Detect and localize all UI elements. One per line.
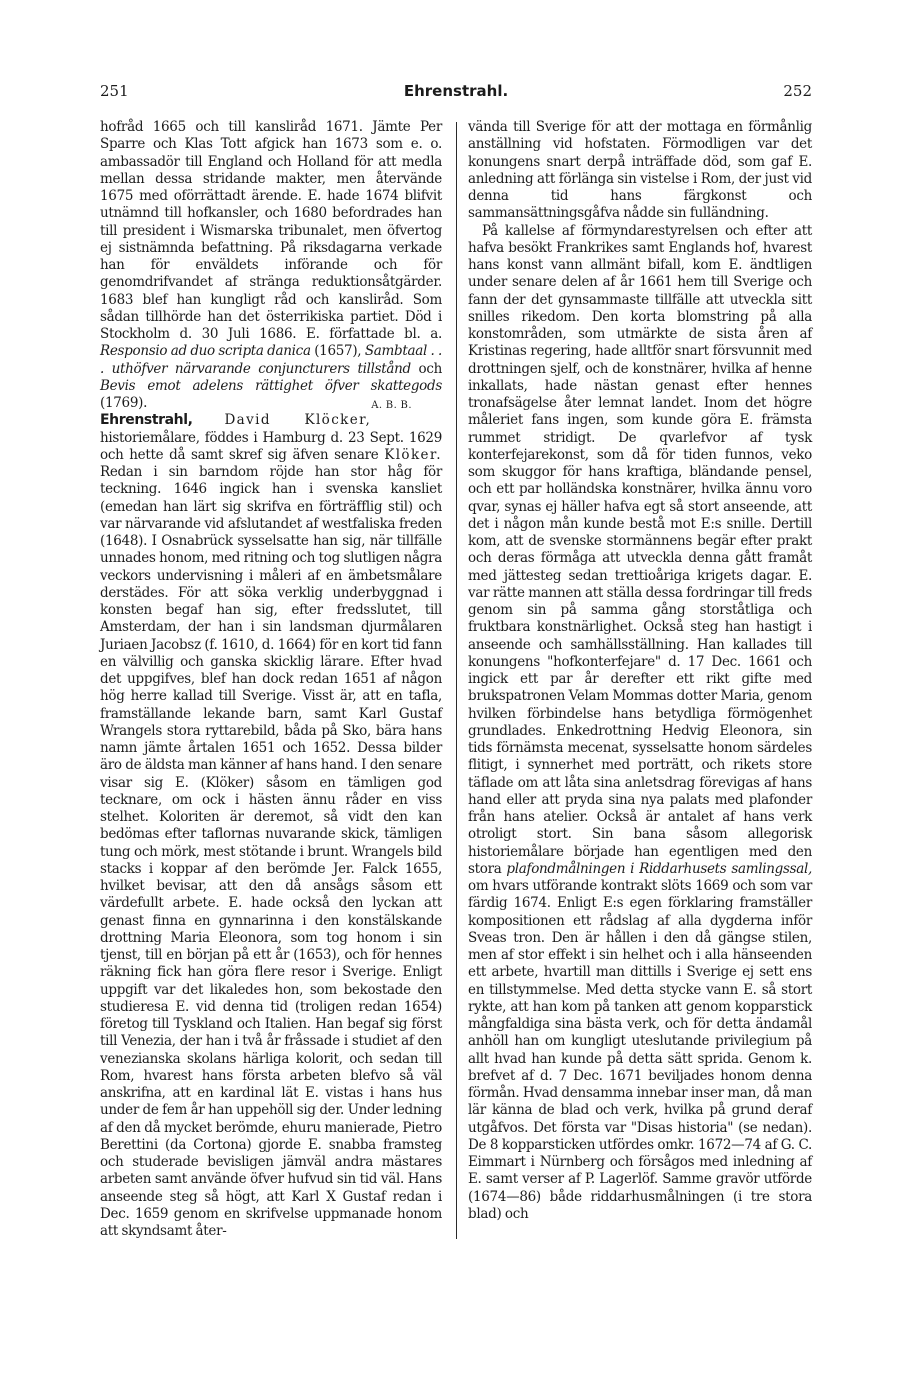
paragraph-text: och <box>410 360 442 377</box>
author-signature: A. B. B. <box>371 400 412 411</box>
article-headword: Ehrenstrahl, <box>100 412 193 429</box>
paragraph-text: Redan i sin barndom röjde han stor håg för teckning. 1646 ingick han i svenska kansliet (emedan han lärt sig skrifva en förträfflig stil) och var närvarande vid afslutandet af westfaliska freden (1648). I Osnabrück sysselsatte han sig, när tillfälle unnades honom, med ritning och tog slutligen några veckors undervisning i måleri af en ämbetsmålare derstädes. För att söka verklig underbyggnad i konsten begaf han sig, efter fredsslutet, till Amsterdam, der han i sin landsman djurmålaren Juriaen Jacobsz (f. 1610, d. 1664) för en kort tid fann en välvillig och ganska skicklig lärare. Efter hvad det uppgifves, blef han dock redan 1651 af någon hög herre kallad till Sverige. Visst är, att en tafla, framställande lekande barn, samt Karl Gustaf Wrangels stora ryttarebild, båda på Sko, bära hans namn jämte årtalen 1651 och 1652. Dessa bilder äro de äldsta man känner af hans hand. I den senare visar sig E. (Klöker) såsom en tämligen god tecknare, om ock i hästen ännu råder en viss stelhet. Koloriten är deremot, så vidt den kan bedömas efter taflornas nuvarande skick, tämligen tung och mörk, mest stötande i brunt. Wrangels bild stacks i koppar af den berömde Jer. Falck 1655, hvilket bevisar, att den då ansågs såsom ett värdefullt arbete. E. hade också den lyckan att genast finna en gynnarinna i den konstälskande drottning Maria Eleonora, som tog honom i sin tjenst, till en början på ett år (1653), och för hennes räkning fick han göra flere resor i Sverige. Enligt uppgift var det likaledes hon, som bekostade den studieresa E. vid denna tid (troligen redan 1654) företog till Tyskland och Italien. Han begaf sig först till Venezia, der han i två år fråssade i studiet af den venezianska skolans härliga kolorit, och sedan till Rom, hvarest hans första arbeten blefvo så väl anskrifna, att en kardinal lät E. vistas i hans hus under de fem år han uppehöll sig der. Under ledning af den då mycket berömde, ehuru manierade, Pietro Berettini (da Cortona) gjorde E. snabba framsteg och studerade bevisligen jämväl andra mästares arbeten samt använde öfver hufvud sin tid väl. Hans anseende steg så högt, att Karl X Gustaf redan i Dec. 1659 genom en skrifvelse uppmanade honom att skyndsamt åter- <box>100 464 442 1239</box>
article-end-paragraph <box>100 119 442 412</box>
paragraph: vända till Sverige för att der mottaga en förmånlig anställning vid hofstaten. Förmodligen var det konungens snart derpå inträffade död, som gaf E. anledning att förlänga sin vistelse i Rom, der just vid denna tid hans färgkonst och sammansättningsgåfva nådde sin fulländning. <box>468 119 812 222</box>
paragraph-text: (1657), <box>310 343 365 360</box>
person-name: David Klöcker, <box>224 412 372 429</box>
work-title: Bevis emot adelens rättighet öfver skattegods <box>100 377 442 394</box>
work-title: Sambtaal . . . uthöfver närvarande conjuncturers tillstånd <box>100 343 442 377</box>
right-column <box>468 119 812 1223</box>
paragraph-text: (1769). <box>100 395 148 411</box>
paragraph-text: historiemålare, föddes i Hamburg d. 23 Sept. 1629 och hette då samt skref sig äfven senare <box>100 429 442 463</box>
running-title: Ehrenstrahl. <box>403 82 509 100</box>
paragraph-text: om hvars utförande kontrakt slöts 1669 och som var färdig 1674. Enligt E:s egen förklaring framställer kompositionen ett rådslag af alla dygderna inför Sveas tron. Den är hållen i den då gängse stilen, men af stor effekt i sin helhet och i alla hänseenden ett arbete, hvartill man dittills i Sverige ej sett ens en tillstymmelse. Med detta stycke vann E. så stort rykte, att han kom på tanken att genom kopparstick mångfaldiga sina bästa verk, och för detta ändamål anhöll han om kungligt uteslutande privilegium på allt hvad han kunde på detta sätt sprida. Genom k. brefvet af d. 7 Dec. 1671 beviljades honom denna förmån. Hvad densamma innebar inser man, då man lär känna de blad och verk, hvilka på grund deraf utgåfvos. Det första var "Disas historia" (se nedan). De 8 kopparsticken utfördes omkr. 1672—74 af G. C. Eimmart i Nürnberg och försågos med inledning af E. samt verser af P. Lagerlöf. Samme gravör utförde (1674—86) både riddarhusmålningen (i tre stora blad) och <box>468 878 812 1222</box>
person-name-variant: Klöker. <box>384 446 442 463</box>
paragraph-text: hofråd 1665 och till kansliråd 1671. Jämte Per Sparre och Klas Tott afgick han 1673 som e. o. ambassadör till England och Holland för att medla mellan dessa stridande makter, men återvände 1675 med oförrättadt ärende. E. hade 1674 blifvit utnämnd till hofkansler, och 1680 befordrades han till president i Wismarska tribunalet, men öfvertog ej sistnämnda befattning. På riksdagarna verkade han för enväldets införande och för genomdrifvandet af stränga reduktionsåtgärder. 1683 blef han kungligt råd och kansliråd. Som sådan tillhörde han det österrikiska partiet. Död i Stockholm d. 30 Juli 1686. E. författade bl. a. <box>100 119 442 342</box>
left-column <box>100 119 442 1240</box>
column-divider <box>456 122 457 1239</box>
paragraph-text: På kallelse af förmyndarestyrelsen och efter att hafva besökt Frankrikes samt Englands hof, hvarest hans konst vann allmänt bifall, kom E. ändtligen under senare delen af år 1661 hem till Sverige och fann der det gynsammaste tillfälle att utveckla sitt snilles rikedom. Den korta blomstring på alla konstområden, som utmärkte de sista åren af Kristinas regering, hade alltför snart försvunnit med drottningen sjelf, och de konstnärer, hvilka af henne inkallats, hade nästan genast efter hennes tronafsägelse åter lemnat landet. Inom det högre måleriet fans ingen, som kunde göra E. främsta rummet stridigt. De qvarlefvor af tysk konterfejarekonst, som då för tiden funnos, veko som skuggor för hans kraftiga, bländande pensel, och ett par holländska konstnärer, hvilka ännu voro qvar, synas ej häller hafva egt så stort anseende, att det i någon mån kunde bestå mot E:s snille. Dertill kom, att de svenske stormännens begär efter prakt och deras förmåga att utveckla denna gått framåt med jättesteg sedan trettioåriga krigets dagar. E. var rätte mannen att ställa dessa fordringar till freds genom sin på samma gång storståtliga och fruktbara konstnärlighet. Också steg han hastigt i anseende och samhällsställning. Han kallades till konungens "hofkonterfejare" d. 17 Dec. 1661 och ingick ett par år derefter ett rikt gifte med brukspatronen Velam Mommas dotter Maria, genom hvilken förbindelse hans betydliga förmögenhet grundlades. Enkedrottning Hedvig Eleonora, sin tids förnämsta mecenat, sysselsatte honom särdeles flitigt, i synnerhet med porträtt, och rikets store täflade om att låta sina anletsdrag förevigas af hans hand eller att pryda sina nya palats med plafonder från hans atelier. Också är antalet af hans verk otroligt stort. Sin bana såsom allegorisk historiemålare började han egentligen med den stora <box>468 222 812 877</box>
running-header <box>100 82 812 102</box>
work-title: plafondmålningen i Riddarhusets samlingssal, <box>506 860 812 877</box>
paragraph <box>468 223 812 1224</box>
page-number-right: 252 <box>783 82 812 100</box>
page-number-left: 251 <box>100 82 129 100</box>
article-start-paragraph <box>100 412 442 1240</box>
work-title: Responsio ad duo scripta danica <box>100 343 311 360</box>
